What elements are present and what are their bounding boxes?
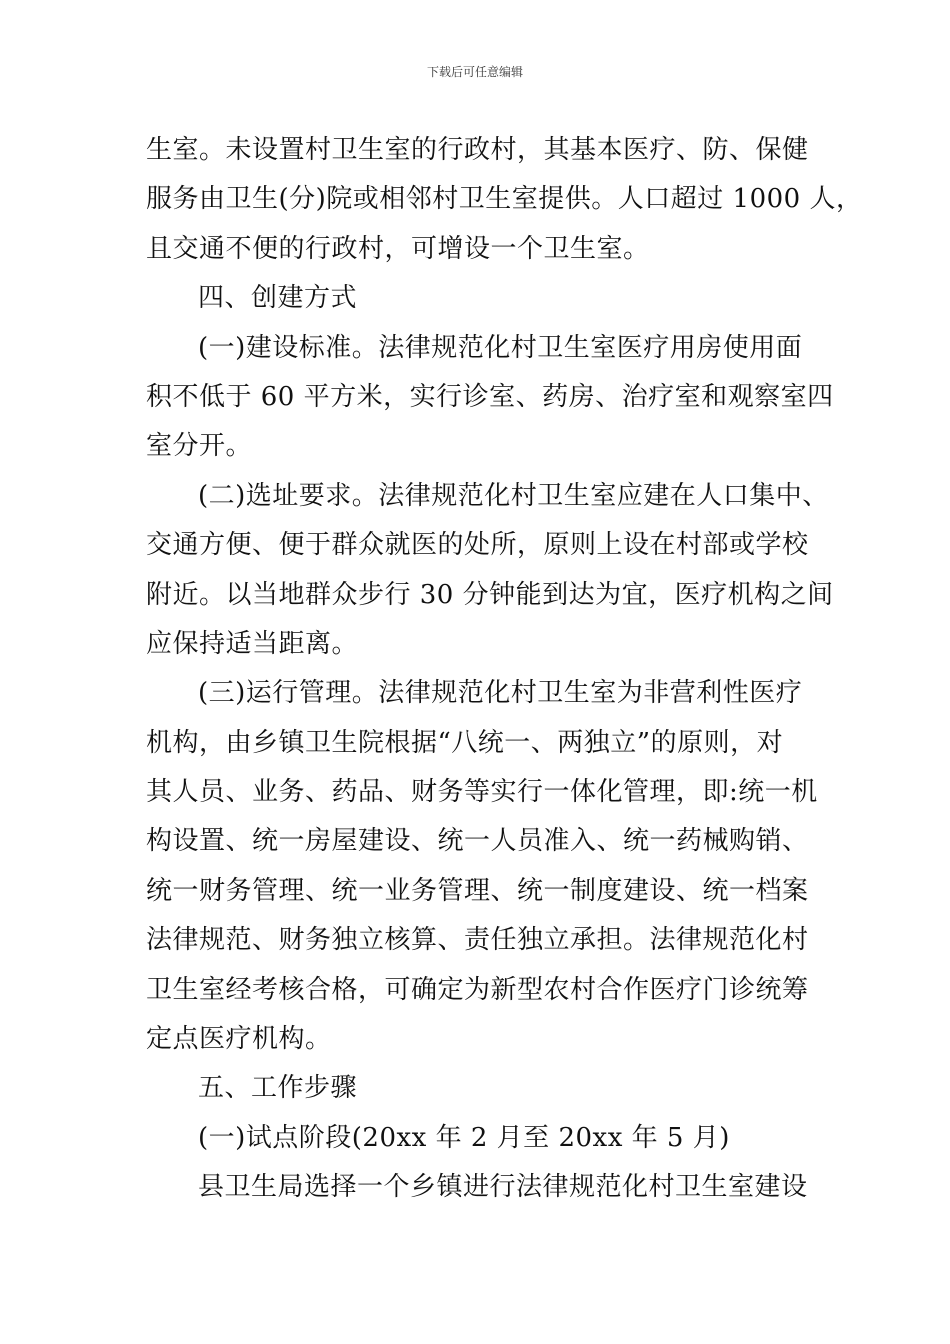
text-line: (三)运行管理。法律规范化村卫生室为非营利性医疗 xyxy=(198,678,803,709)
section-heading: 五、工作步骤 xyxy=(198,1073,358,1104)
text-line: 积不低于 60 平方米，实行诊室、药房、治疗室和观察室四 xyxy=(146,381,834,412)
text-line: 且交通不便的行政村，可增设一个卫生室。 xyxy=(146,233,650,264)
text-line: (二)选址要求。法律规范化村卫生室应建在人口集中、 xyxy=(198,480,829,511)
text-line: 交通方便、便于群众就医的处所，原则上设在村部或学校 xyxy=(146,530,809,561)
text-line: 机构，由乡镇卫生院根据“八统一、两独立”的原则，对 xyxy=(146,727,784,758)
text-line: 服务由卫生(分)院或相邻村卫生室提供。人口超过 1000 人， xyxy=(146,184,863,215)
subsection-heading: (一)试点阶段(20xx 年 2 月至 20xx 年 5 月) xyxy=(198,1122,730,1153)
text-line: (一)建设标准。法律规范化村卫生室医疗用房使用面 xyxy=(198,332,803,363)
text-line: 县卫生局选择一个乡镇进行法律规范化村卫生室建设 xyxy=(198,1172,808,1203)
text-line: 构设置、统一房屋建设、统一人员准入、统一药械购销、 xyxy=(146,826,809,857)
text-line: 其人员、业务、药品、财务等实行一体化管理，即:统一机 xyxy=(146,777,818,808)
section-heading: 四、创建方式 xyxy=(198,283,358,314)
document-body xyxy=(146,126,863,1213)
text-line: 定点医疗机构。 xyxy=(146,1024,332,1055)
text-line: 应保持适当距离。 xyxy=(146,628,359,659)
text-line: 附近。以当地群众步行 30 分钟能到达为宜，医疗机构之间 xyxy=(146,579,834,610)
text-line: 卫生室经考核合格，可确定为新型农村合作医疗门诊统筹 xyxy=(146,974,809,1005)
page-header: 下载后可任意编辑 xyxy=(426,65,523,79)
text-line: 统一财务管理、统一业务管理、统一制度建设、统一档案 xyxy=(146,875,809,906)
text-line: 生室。未设置村卫生室的行政村，其基本医疗、防、保健 xyxy=(146,135,809,165)
text-line: 室分开。 xyxy=(146,431,253,462)
text-line: 法律规范、财务独立核算、责任独立承担。法律规范化村 xyxy=(146,925,809,956)
